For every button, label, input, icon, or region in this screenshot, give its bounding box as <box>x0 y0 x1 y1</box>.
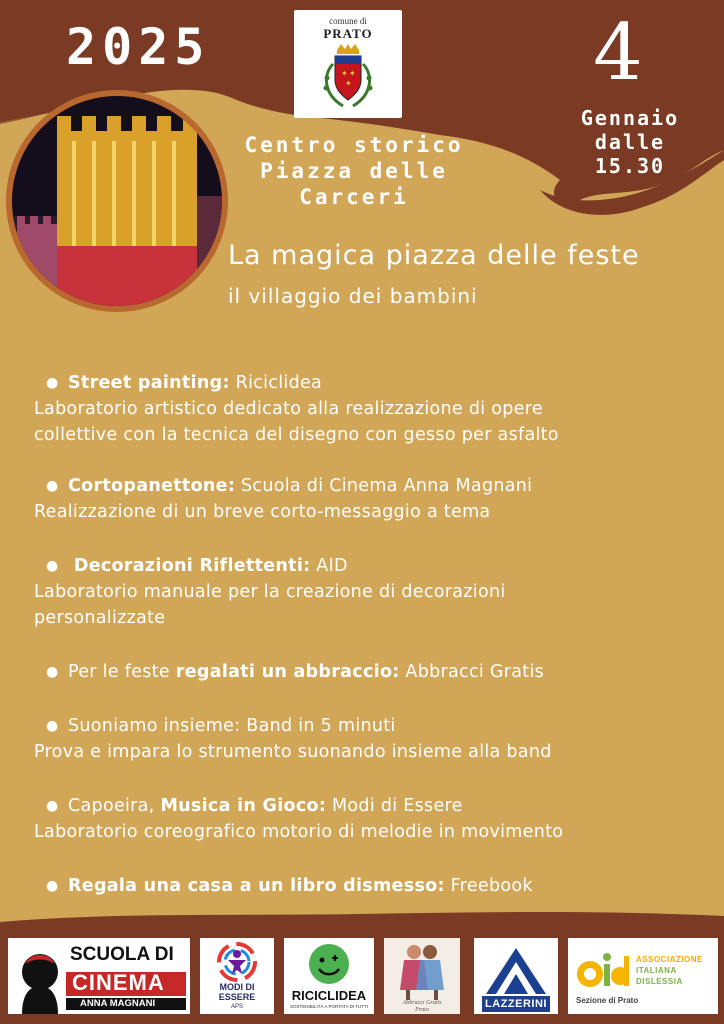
svg-text:✦: ✦ <box>345 79 352 88</box>
lazzerini-logo <box>474 938 558 1014</box>
svg-text:✦: ✦ <box>349 69 356 78</box>
aid-line3: DISLESSIA <box>636 977 683 986</box>
scuola-line3: ANNA MAGNANI <box>80 998 156 1009</box>
event-subheadline: il villaggio dei bambini <box>228 284 478 308</box>
modi-line3: APS <box>230 1004 243 1010</box>
aid-icon <box>572 948 632 998</box>
scuola-line1: SCUOLA DI <box>70 944 174 965</box>
bullet-icon: ● <box>46 664 59 680</box>
activity-description: Laboratorio manuale per la creazione di decorazioni <box>34 582 506 602</box>
activity-description: Laboratorio coreografico motorio di melodie in movimento <box>34 822 564 842</box>
activity-item: ● Street painting: Riciclidea Laboratorio artistico dedicato alla realizzazione di opere collettive con la tecnica del disegno con gesso per asfalto <box>34 370 714 448</box>
event-headline: La magica piazza delle feste <box>228 240 640 271</box>
modi-line2: ESSERE <box>218 992 256 1002</box>
modi-di-essere-icon <box>200 940 274 984</box>
bullet-icon: ● <box>46 558 59 574</box>
from-label: dalle <box>594 130 666 154</box>
aid-logo <box>568 938 718 1014</box>
bullet-icon: ● <box>46 718 59 734</box>
activity-item: ● Decorazioni Riflettenti: AID Laboratorio manuale per la creazione di decorazioni personalizzate <box>34 553 714 631</box>
comune-di-prato-logo <box>294 10 402 118</box>
location-line-1: Centro storico <box>244 133 464 157</box>
start-time: 15.30 <box>594 154 666 178</box>
event-day: 4 <box>593 8 643 98</box>
illuminated-castle-photo <box>12 96 222 306</box>
modi-line1: MODI DI <box>219 982 255 992</box>
riciclidea-tagline: SOSTENIBILITÀ A PORTATA DI TUTTI <box>289 1004 369 1009</box>
prato-crest-icon <box>313 44 383 112</box>
activity-description: collettive con la tecnica del disegno con gesso per asfalto <box>34 425 559 445</box>
aid-line1: ASSOCIAZIONE <box>636 955 703 964</box>
event-location <box>214 132 494 210</box>
bullet-icon: ● <box>46 878 59 894</box>
abbracci-line2: Prato <box>415 1007 429 1013</box>
logo-line1: comune di <box>329 16 367 26</box>
activity-description: personalizzate <box>34 608 166 628</box>
logo-line2: PRATO <box>323 26 373 41</box>
activities-list <box>34 370 714 927</box>
activity-item: ● Capoeira, Musica in Gioco: Modi di Essere Laboratorio coreografico motorio di melodie in movimento <box>34 793 714 845</box>
sponsor-logos <box>8 938 720 1016</box>
modi-di-essere-logo <box>200 938 274 1014</box>
scuola-cinema-logo <box>8 938 190 1014</box>
castle-photo-frame <box>6 90 228 312</box>
abbracci-line1: Abbracci Gratis <box>402 1000 442 1006</box>
event-date-time <box>550 106 710 178</box>
svg-text:✦: ✦ <box>341 69 348 78</box>
aid-line2: ITALIANA <box>636 966 677 975</box>
lazzerini-name: LAZZERINI <box>485 998 547 1010</box>
riciclidea-logo <box>284 938 374 1014</box>
riciclidea-name: RICICLIDEA <box>291 988 367 1003</box>
activity-item: ● Regala una casa a un libro dismesso: Freebook <box>34 873 714 899</box>
activity-description: Prova e impara lo strumento suonando insieme alla band <box>34 742 552 762</box>
event-year: 2025 <box>66 18 211 76</box>
bullet-icon: ● <box>46 375 59 391</box>
activity-description: Laboratorio artistico dedicato alla realizzazione di opere <box>34 399 543 419</box>
location-line-3: Carceri <box>299 185 409 209</box>
activity-description: Realizzazione di un breve corto-messaggio a tema <box>34 502 491 522</box>
abbracci-gratis-logo <box>384 938 460 1014</box>
scuola-line2: CINEMA <box>72 970 165 995</box>
activity-item: ● Cortopanettone: Scuola di Cinema Anna Magnani Realizzazione di un breve corto-messaggio a tema <box>34 473 714 525</box>
aid-line4: Sezione di Prato <box>576 996 639 1005</box>
bullet-icon: ● <box>46 478 59 494</box>
bullet-icon: ● <box>46 798 59 814</box>
riciclidea-smile-icon <box>284 938 374 988</box>
activity-item: ● Per le feste regalati un abbraccio: Abbracci Gratis <box>34 659 714 685</box>
month-label: Gennaio <box>580 106 680 130</box>
location-line-2: Piazza delle <box>260 159 448 183</box>
activity-item: ● Suoniamo insieme: Band in 5 minuti Prova e impara lo strumento suonando insieme alla band <box>34 713 714 765</box>
